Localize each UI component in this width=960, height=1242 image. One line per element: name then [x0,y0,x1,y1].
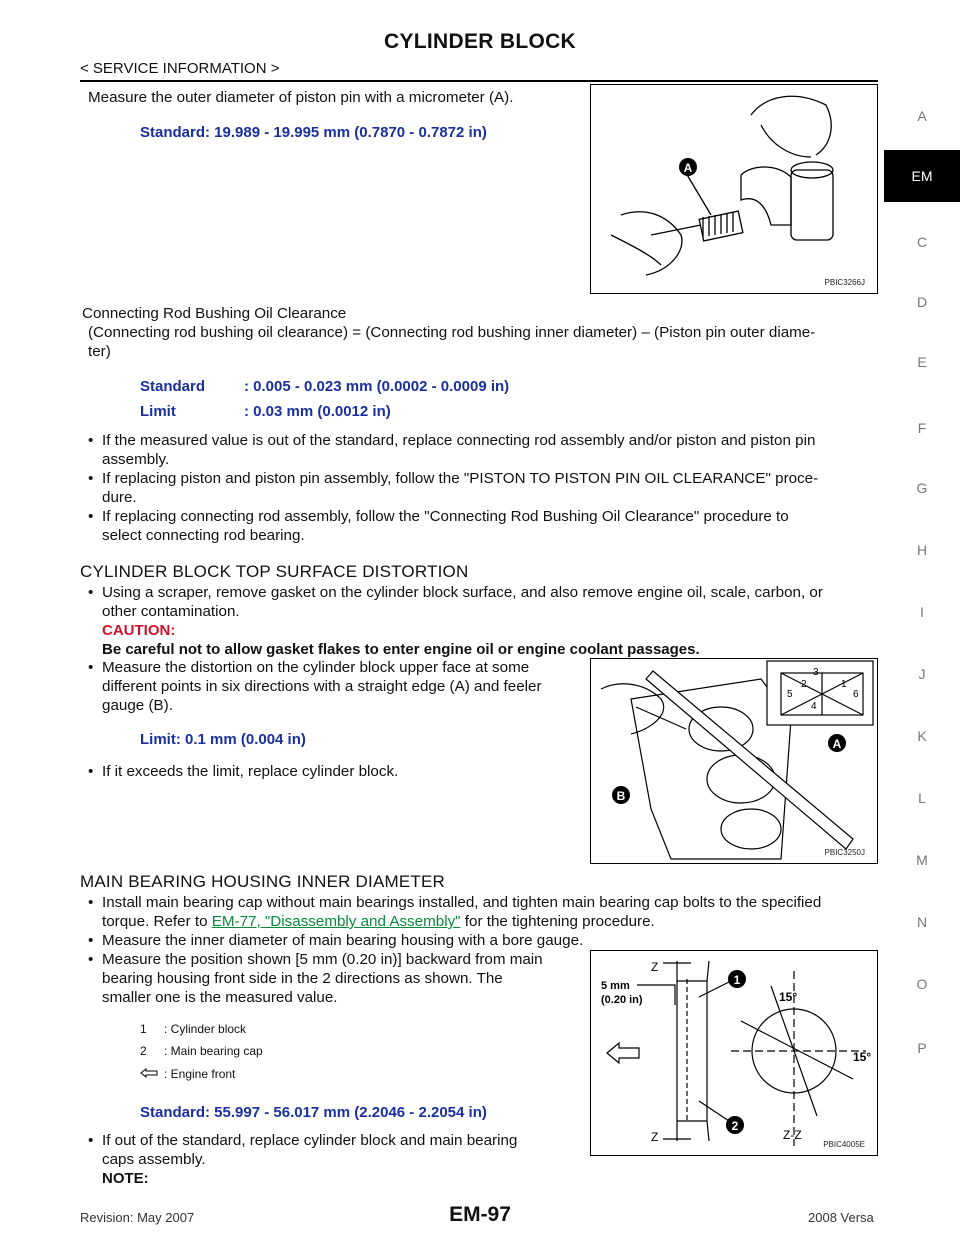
bullet-item: • Measure the position shown [5 mm (0.20 in)] backward from main bearing housing front side in the 2 directions as shown. The smaller one is the measured value. [84,950,584,1007]
index-tab-a[interactable]: A [917,108,927,124]
index-tab-k[interactable]: K [917,728,927,744]
bullet-item: • Measure the inner diameter of main bearing housing with a bore gauge. [84,931,878,950]
figure-code: PBIC4005E [823,1140,865,1149]
pin-intro: Measure the outer diameter of piston pin with a micrometer (A). [88,89,514,106]
distortion-content [84,583,878,659]
index-tab-c[interactable]: C [916,234,928,250]
note-label: NOTE: [102,1170,149,1187]
inset-num: 5 [787,689,793,700]
page-title: CYLINDER BLOCK [383,30,577,53]
bushing-standard-value: : 0.005 - 0.023 mm (0.0002 - 0.0009 in) [244,378,510,395]
header-rule [80,80,878,82]
index-tab-d[interactable]: D [916,294,928,310]
bullet-item: • If replacing piston and piston pin assembly, follow the "PISTON TO PISTON PIN OIL CLEARANCE" proce- dure. [84,469,878,507]
bushing-bullets [84,431,878,545]
callout-2: 2 [731,1119,739,1133]
caution-text: Be careful not to allow gasket flakes to enter engine oil or engine coolant passages. [102,641,700,658]
footer-model: 2008 Versa [808,1210,874,1225]
bushing-heading: Connecting Rod Bushing Oil Clearance [82,305,347,322]
footer-revision: Revision: May 2007 [80,1210,195,1225]
section-label: < SERVICE INFORMATION > [80,60,280,77]
bushing-formula-2: ter) [88,343,111,360]
fig-z-bottom: Z [651,1130,659,1144]
housing-standard: Standard: 55.997 - 56.017 mm (2.2046 - 2.2054 in) [140,1104,487,1121]
straight-edge-figure [590,658,878,864]
bullet-item: • If replacing connecting rod assembly, follow the "Connecting Rod Bushing Oil Clearance" procedure to select connecting rod bearing. [84,507,878,545]
housing-illustration [591,951,877,1155]
index-tab-i[interactable]: I [920,604,924,620]
micrometer-figure [590,84,878,294]
distortion-replace [84,762,584,781]
bullet-item: • Using a scraper, remove gasket on the cylinder block surface, and also remove engine oil, scale, carbon, or other contamination. [84,583,878,621]
figure-code: PBIC3266J [824,278,865,287]
legend-2: 2 : Main bearing cap [140,1044,263,1058]
em77-link[interactable]: EM-77, "Disassembly and Assembly" [211,913,461,930]
page-number: EM-97 [449,1203,511,1226]
index-tab-f[interactable]: F [917,420,927,436]
index-tab-em[interactable]: EM [884,150,960,202]
fig-dim-in: (0.20 in) [601,994,643,1006]
housing-content [84,893,878,950]
callout-b: B [616,789,626,803]
housing-measure [84,950,584,1007]
index-tab-l[interactable]: L [918,790,926,806]
inset-num: 3 [813,667,819,678]
bushing-formula-1: (Connecting rod bushing oil clearance) = (Connecting rod bushing inner diameter) – (Piston pin outer diame- [88,324,816,341]
callout-a: A [683,161,693,175]
index-tab-m[interactable]: M [916,852,928,868]
pin-standard: Standard: 19.989 - 19.995 mm (0.7870 - 0.7872 in) [140,124,487,141]
legend-3: : Engine front [140,1067,235,1081]
inset-num: 6 [853,689,859,700]
fig-angle-right: 15° [853,1050,872,1064]
distortion-measure [84,658,584,715]
index-tab-e[interactable]: E [917,354,927,370]
fig-angle-top: 15° [779,990,798,1004]
index-tab-p[interactable]: P [917,1040,927,1056]
inset-num: 4 [811,701,817,712]
bushing-limit-label: Limit [140,403,176,420]
bushing-limit-value: : 0.03 mm (0.0012 in) [244,403,391,420]
legend-1: 1 : Cylinder block [140,1022,247,1036]
engine-front-arrow-icon [140,1067,164,1081]
distortion-limit: Limit: 0.1 mm (0.004 in) [140,731,306,748]
bullet-item: • Install main bearing cap without main bearings installed, and tighten main bearing cap bolts to the specified torque. Refer to EM-77, "Disassembly and Assembly" for the tightening procedure. [84,893,878,931]
bullet-item: • If the measured value is out of the standard, replace connecting rod assembly and/or piston and piston pin assembly. [84,431,878,469]
fig-dim-mm: 5 mm [601,980,630,992]
housing-replace [84,1131,584,1188]
index-tab-n[interactable]: N [916,914,928,930]
bullet-item: • If out of the standard, replace cylinder block and main bearing caps assembly. [84,1131,584,1169]
distortion-heading: CYLINDER BLOCK TOP SURFACE DISTORTION [80,562,469,581]
fig-z-top: Z [651,960,659,974]
bullet-item: • Measure the distortion on the cylinder block upper face at some different points in six directions with a straight edge (A) and feeler gauge (B). [84,658,584,715]
callout-1: 1 [733,973,741,987]
cylinder-block-illustration [591,659,877,863]
index-tab-h[interactable]: H [916,542,928,558]
bushing-standard-label: Standard [140,378,206,395]
index-tab-o[interactable]: O [916,976,928,992]
figure-code: PBIC3250J [824,848,865,857]
fig-zz: Z-Z [783,1128,802,1142]
inset-num: 1 [841,679,847,690]
housing-heading: MAIN BEARING HOUSING INNER DIAMETER [80,872,445,891]
inset-num: 2 [801,679,807,690]
bullet-item: • If it exceeds the limit, replace cylinder block. [84,762,584,781]
callout-a: A [832,737,842,751]
caution-label: CAUTION: [102,622,176,639]
index-tab-j[interactable]: J [918,666,926,682]
bore-position-figure [590,950,878,1156]
section-index [884,0,960,1242]
micrometer-illustration [591,85,877,293]
index-tab-g[interactable]: G [916,480,928,496]
